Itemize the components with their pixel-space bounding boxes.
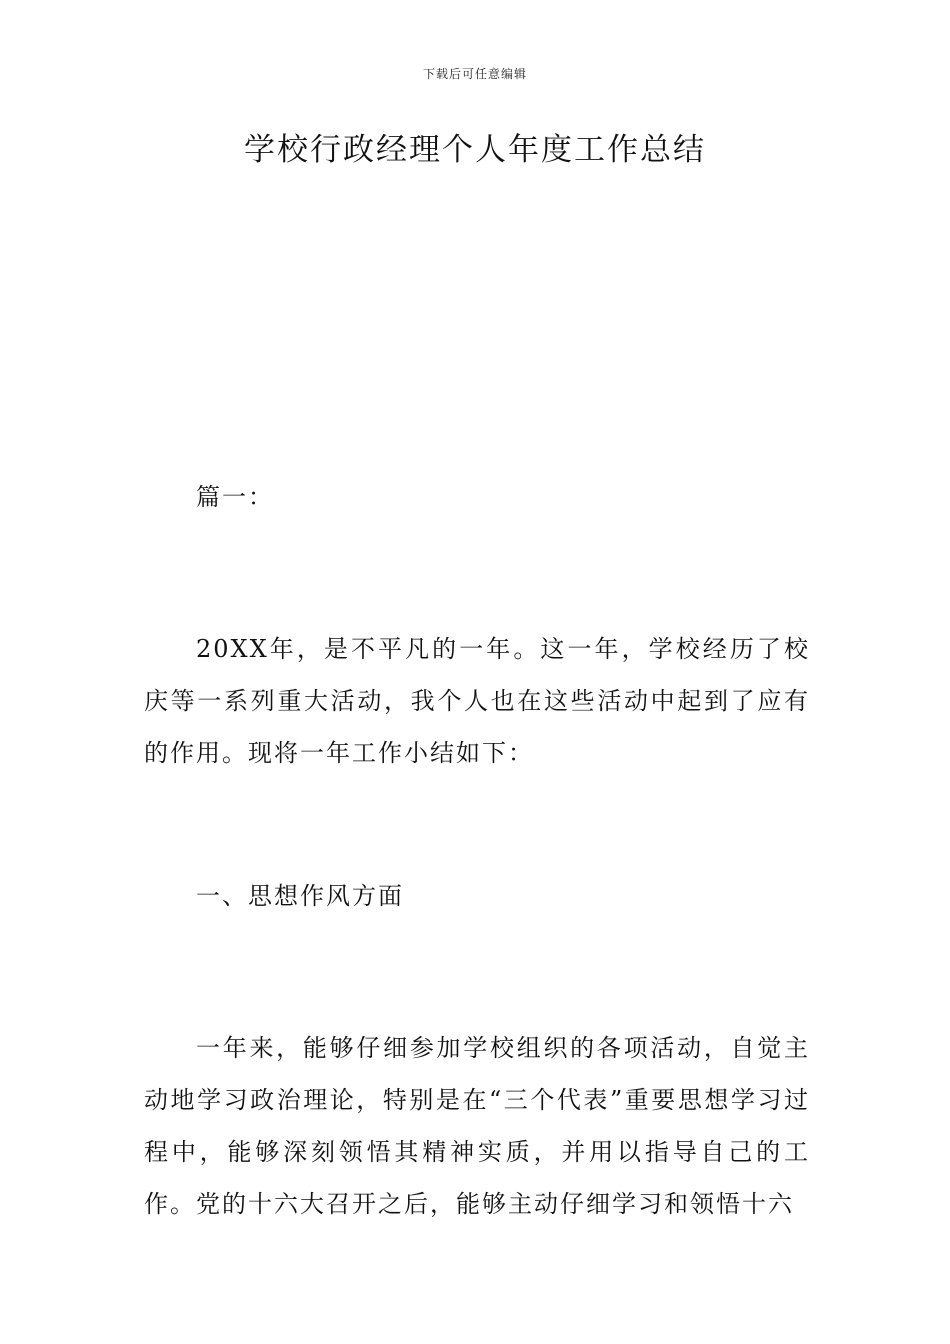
header-note: 下载后可任意编辑 — [422, 67, 527, 81]
body-paragraph: 一年来，能够仔细参加学校组织的各项活动，自觉主动地学习政治理论，特别是在“三个代表”重要思想学习过程中，能够深刻领悟其精神实质，并用以指导自己的工作。党的十六大召开之后，能够主动仔细学习和领悟十六 — [144, 1034, 810, 1218]
document-title: 学校行政经理个人年度工作总结 — [244, 132, 706, 168]
section-label: 篇一： — [196, 483, 274, 511]
section-heading: 一、思想作风方面 — [196, 882, 404, 910]
intro-paragraph: 20XX年，是不平凡的一年。这一年，学校经历了校庆等一系列重大活动，我个人也在这些活动中起到了应有的作用。现将一年工作小结如下： — [144, 635, 810, 767]
